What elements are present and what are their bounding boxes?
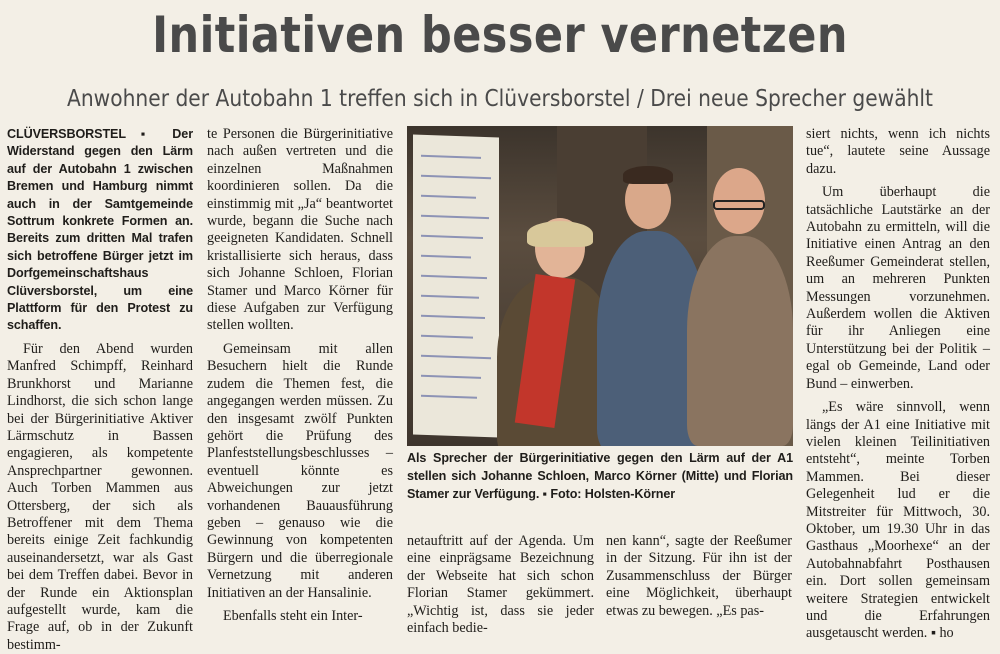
body-paragraph: Gemeinsam mit allen Besuchern hielt die Runde zudem die Themen fest, die angegangen werden müssen. Zu den insgesamt zwölf Punkten gehört die Prüfung des Planfeststellungsbeschlusses – eventuell könnte es Abweichungen zur jetzt vorhandenen Bauausführung geben – genauso wie die Gewinnung von kompetenten Bürgern und die überregionale Vernetzung mit anderen Initiativen an der Hansalinie.	[207, 340, 393, 601]
person-right	[687, 236, 793, 446]
body-paragraph: nen kann“, sagte der Reeßumer in der Sitzung. Für ihn ist der Zusammenschluss der Bürger eine Möglichkeit, überhaupt etwas zu bewegen. „Es pas-	[606, 533, 792, 619]
person-right-glasses	[713, 200, 765, 210]
lead-paragraph: CLÜVERSBORSTEL ▪ Der Widerstand gegen den Lärm auf der Autobahn 1 zwischen Bremen und Hamburg nimmt auch in der Samtgemeinde Sottrum konkrete Formen an. Bereits zum dritten Mal trafen sich betroffene Bürger jetzt im Dorfgemeinschaftshaus Clüversborstel, um eine Plattform für den Protest zu schaffen.	[7, 127, 193, 333]
headline: Initiativen besser vernetzen	[152, 6, 848, 64]
body-paragraph: Ebenfalls steht ein Inter-	[223, 607, 363, 624]
body-paragraph: Für den Abend wurden Manfred Schimpff, Reinhard Brunkhorst und Marianne Lindhorst, die sich schon lange bei der Bürgerinitiative Aktiver Lärmschutz in Bassen engagieren, als kompetente Ansprechpartner gewonnen. Auch Torben Mammen aus Ottersberg, der sich als Betroffener mit dem Thema bereits einige Zeit fachkundig auseinandersetzt, war als Gast bei dem Treffen dabei. Bevor in der Runde ein Aktionsplan aufgestellt wurde, kam die Frage auf, ob in der Zukunft bestimm-	[7, 340, 193, 653]
article-column-2	[207, 126, 393, 625]
flipchart	[413, 134, 499, 437]
body-paragraph: netauftritt auf der Agenda. Um eine einprägsame Bezeichnung der Webseite hat sich schon Florian Stamer gekümmert. „Wichtig ist, dass sie jeder einfach bedie-	[407, 533, 594, 637]
person-left-hair	[527, 221, 593, 247]
body-paragraph: „Es wäre sinnvoll, wenn längs der A1 eine Initiative mit vielen kleinen Teilinitiativen entsteht“, meinte Torben Mammen. Bei dieser Gelegenheit lud er die Mitstreiter für Mittwoch, 30. Oktober, um 19.30 Uhr in das Gasthaus „Moorhexe“ an der Autobahnabfahrt Posthausen ein. Dort sollen gemeinsam weitere Strategien entwickelt und die Erfahrungen ausgetauscht werden. ▪ ho	[806, 399, 990, 642]
article-photo	[407, 126, 793, 446]
article-column-5	[806, 126, 990, 643]
article-column-1	[7, 126, 193, 654]
photo-caption: Als Sprecher der Bürgerinitiative gegen den Lärm auf der A1 stellen sich Johanne Schloen, Marco Körner (Mitte) und Florian Stamer zur Verfügung. ▪ Foto: Holsten-Körner	[407, 451, 793, 502]
article-column-3	[407, 533, 594, 637]
person-middle-hair	[623, 166, 673, 184]
body-paragraph: Um überhaupt die tatsächliche Lautstärke an der Autobahn zu ermitteln, will die Initiative einen Antrag an den Reeßumer Gemeinderat stellen, um an mehreren Punkten Messungen vorzunehmen. Außerdem wollen die Aktiven für ihr Anliegen eine Unterstützung bei der Politik – egal ob Gemeinde, Land oder Bund – einwerben.	[806, 184, 990, 392]
subheadline: Anwohner der Autobahn 1 treffen sich in Clüversborstel / Drei neue Sprecher gewählt	[66, 86, 934, 112]
body-paragraph: te Personen die Bürgerinitiative nach außen vertreten und die einzelnen Maßnahmen koordinieren sollen. Da die einstimmig mit „Ja“ beantwortet wurde, begann die Suche nach geeigneten Kandidaten. Schnell kristallisierte sich heraus, dass sich Johanne Schloen, Florian Stamer und Marco Körner für diese Aufgaben zur Verfügung stellen wollten.	[207, 126, 393, 334]
body-paragraph: siert nichts, wenn ich nichts tue“, lautete seine Aussage dazu.	[806, 126, 990, 177]
article-column-4	[606, 533, 792, 620]
